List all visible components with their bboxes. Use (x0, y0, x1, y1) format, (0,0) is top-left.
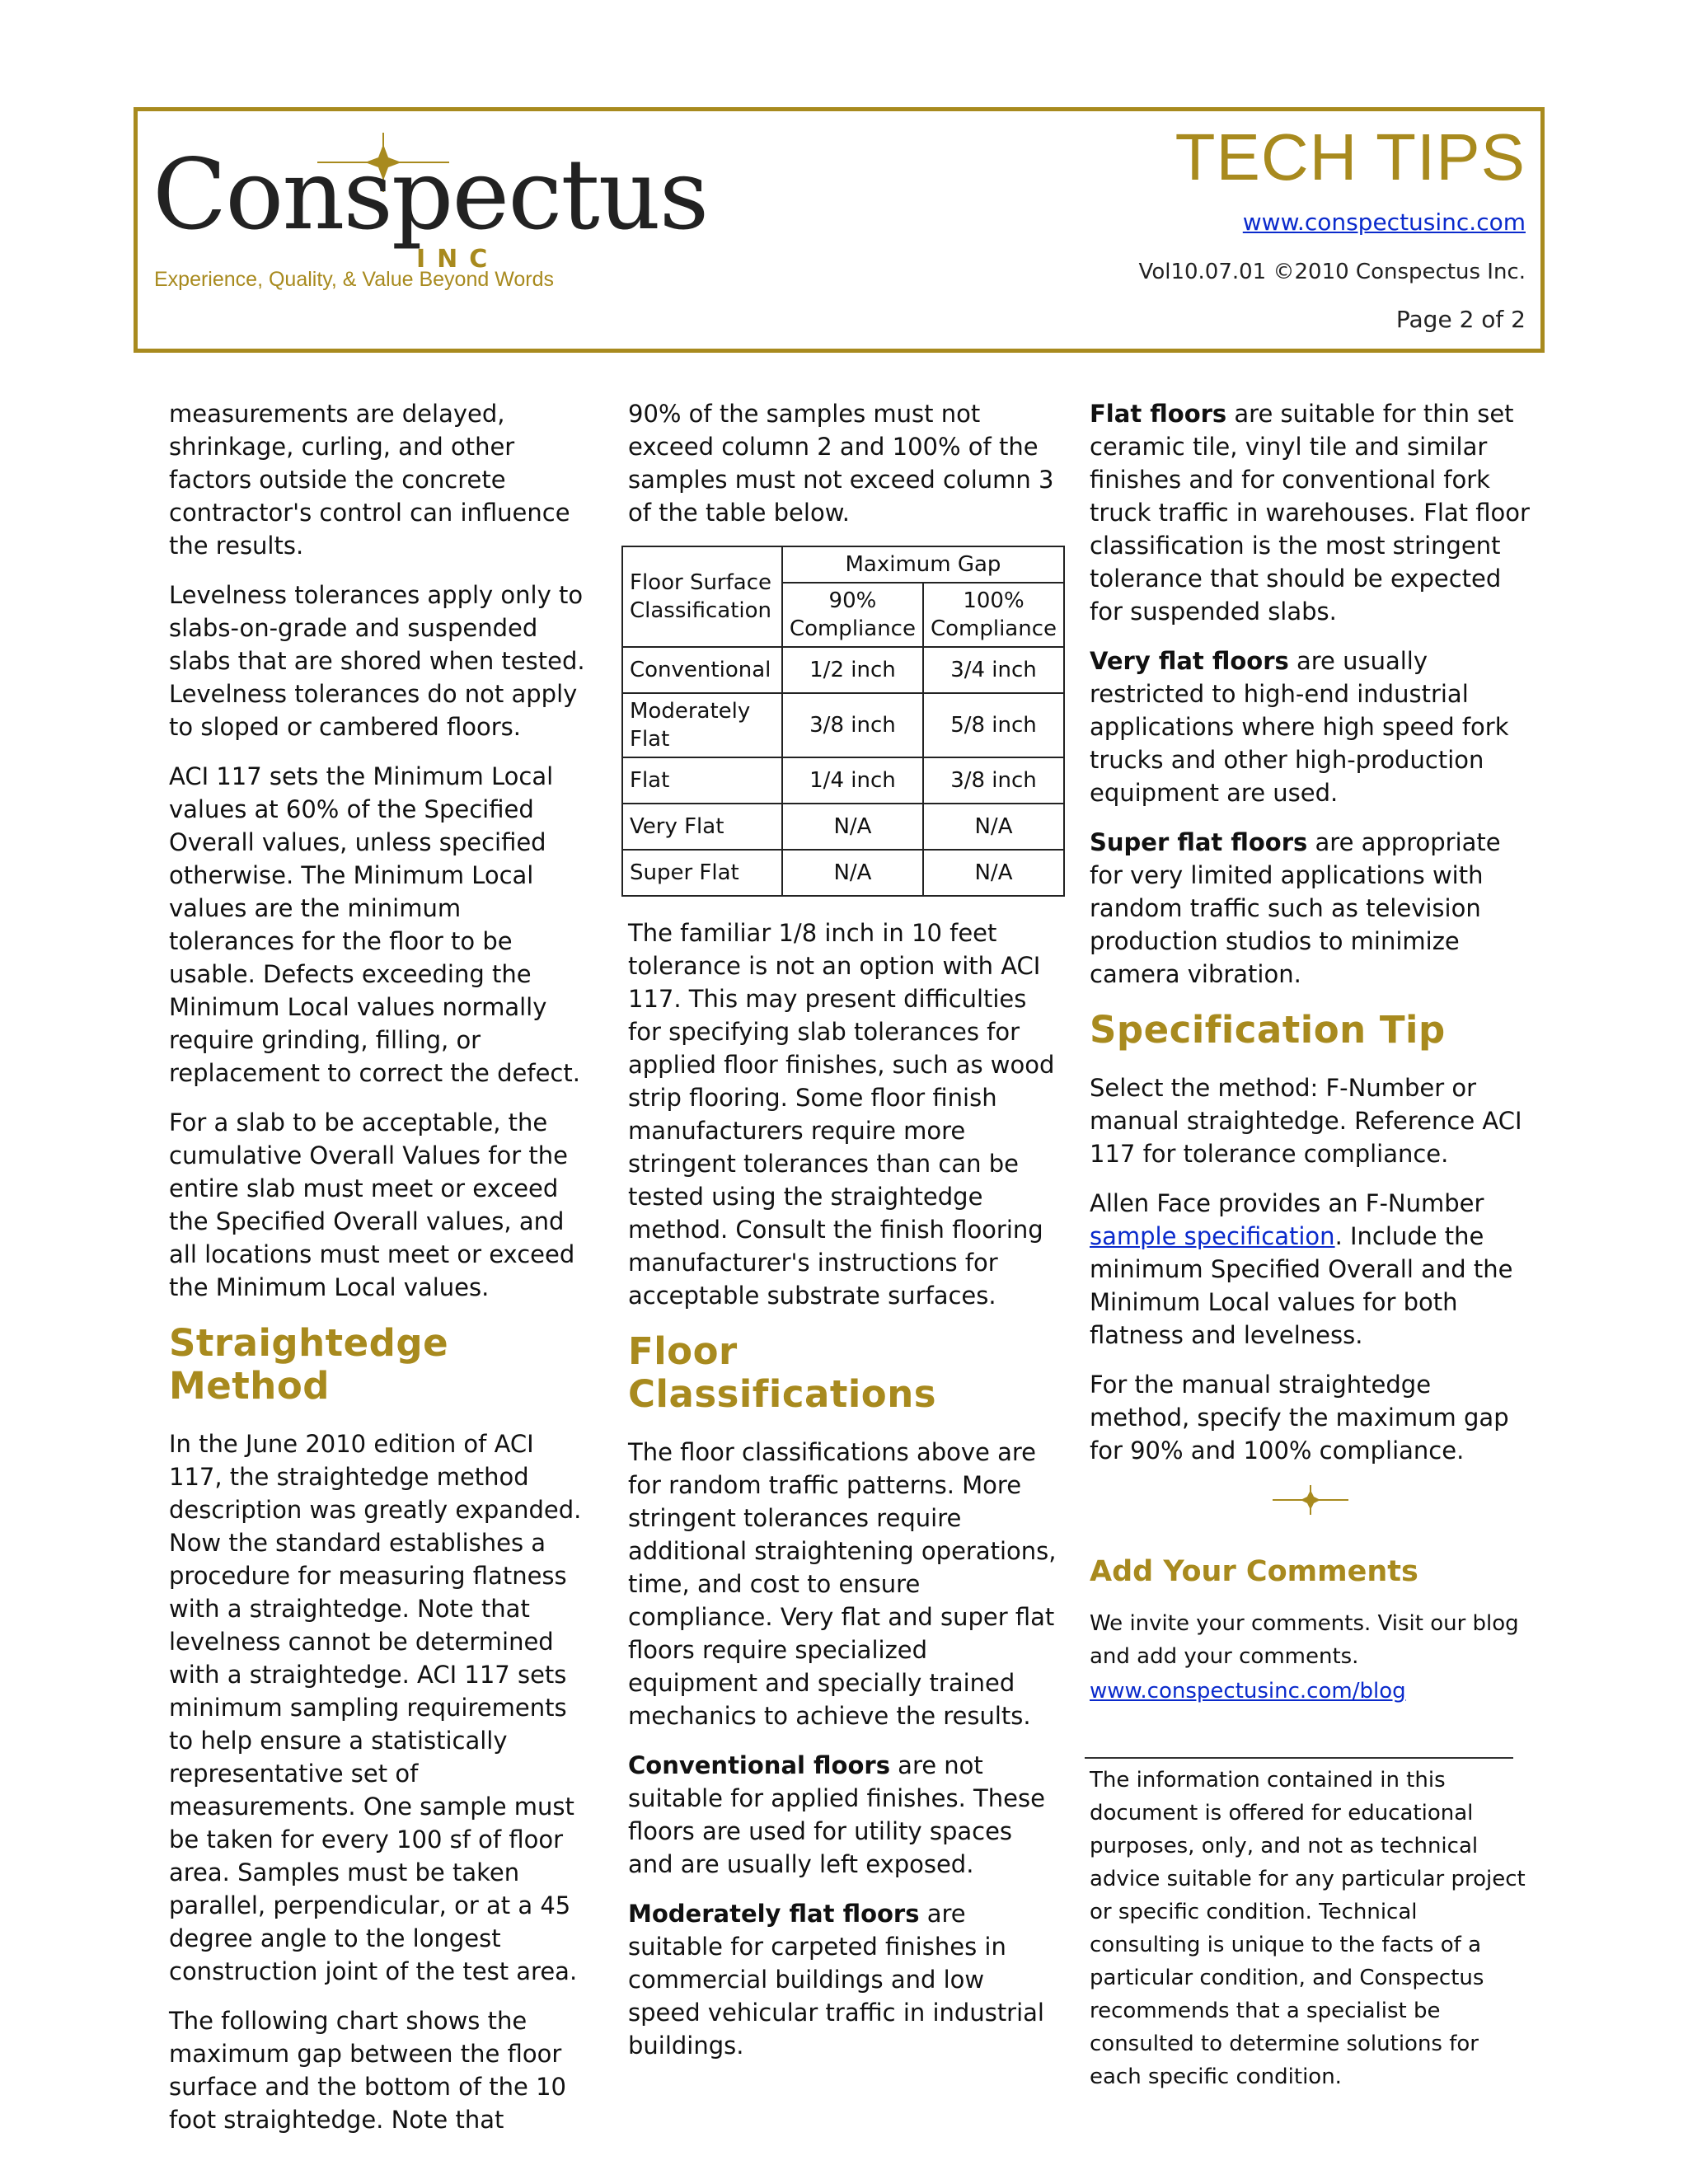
paragraph-sample-spec (1090, 1187, 1531, 1352)
term-description: are suitable for thin set ceramic tile, vinyl tile and similar finishes and for conventional fork truck traffic in warehouses. Flat floor classification is the most stringent tolerance that should be expected for suspended slabs. (1090, 400, 1530, 626)
table-header-row (622, 546, 1064, 583)
table-cell: Moderately Flat (622, 693, 782, 757)
paragraph: The following chart shows the maximum gap between the floor surface and the bottom of the 10 foot straightedge. Note that (169, 2007, 566, 2134)
table-header-cell: 100% Compliance (923, 583, 1064, 647)
table-cell: Super Flat (622, 850, 782, 896)
table-row (622, 850, 1064, 896)
paragraph: Levelness tolerances apply only to slabs-on-grade and suspended slabs that are shored when tested. Levelness tolerances do not apply to sloped or cambered floors. (169, 581, 585, 741)
paragraph-moderately-flat (628, 1897, 1057, 2062)
heading-straightedge-method: Straightedge Method (169, 1321, 449, 1408)
website-link[interactable]: www.conspectusinc.com (1242, 209, 1526, 236)
paragraph: 90% of the samples must not exceed column 2 and 100% of the samples must not exceed column 3 of the table below. (628, 400, 1054, 527)
max-gap-table-wrap (621, 546, 1057, 897)
paragraph: measurements are delayed, shrinkage, curling, and other factors outside the concrete contractor's control can influence the results. (169, 400, 570, 560)
paragraph: For the manual straightedge method, specify the maximum gap for 90% and 100% compliance. (1090, 1371, 1509, 1465)
table-cell: 3/4 inch (923, 647, 1064, 693)
logo (152, 129, 708, 278)
table-cell: N/A (923, 804, 1064, 850)
heading-add-your-comments: Add Your Comments (1090, 1555, 1418, 1588)
table-row (622, 647, 1064, 693)
column-2 (628, 397, 1057, 2079)
text: Allen Face provides an F-Number (1090, 1189, 1484, 1217)
paragraph: For a slab to be acceptable, the cumulative Overall Values for the entire slab must meet or exceed the Specified Overall values, and all locations must meet or exceed the Minimum Local values. (169, 1108, 575, 1301)
max-gap-table (621, 546, 1065, 897)
blog-link[interactable]: www.conspectusinc.com/blog (1090, 1679, 1406, 1704)
page-number: Page 2 of 2 (1395, 306, 1526, 333)
table-row (622, 757, 1064, 804)
table-cell: N/A (782, 850, 923, 896)
table-header-cell: 90% Compliance (782, 583, 923, 647)
text: . Include the minimum Specified Overall and the Minimum Local values for both flatness and levelness. (1090, 1222, 1513, 1349)
table-row (622, 804, 1064, 850)
paragraph: We invite your comments. Visit our blog and add your comments. (1090, 1611, 1519, 1669)
table-cell: 5/8 inch (923, 693, 1064, 757)
column-3 (1090, 397, 1531, 2093)
logo-inc: INC (416, 245, 499, 274)
table-cell: 1/4 inch (782, 757, 923, 804)
volume-info: Vol10.07.01 ©2010 Conspectus Inc. (1138, 260, 1526, 284)
compass-star-icon (1269, 1483, 1352, 1516)
sample-specification-link[interactable]: sample specification (1090, 1222, 1335, 1250)
table-cell: Very Flat (622, 804, 782, 850)
logo-text: Conspectus (152, 138, 708, 251)
heading-specification-tip: Specification Tip (1090, 1008, 1446, 1052)
table-cell: 3/8 inch (782, 693, 923, 757)
divider (1090, 1483, 1531, 1516)
term-moderately-flat: Moderately flat floors (628, 1900, 920, 1928)
term-description: are not suitable for applied finishes. These floors are used for utility spaces and are usually left exposed. (628, 1751, 1045, 1878)
term-very-flat: Very flat floors (1090, 647, 1289, 675)
table-cell: Flat (622, 757, 782, 804)
table-cell: Conventional (622, 647, 782, 693)
column-1 (169, 397, 593, 2153)
header-box (134, 107, 1545, 353)
table-cell: 1/2 inch (782, 647, 923, 693)
paragraph: ACI 117 sets the Minimum Local values at 60% of the Specified Overall values, unless specified otherwise. The Minimum Local values are the minimum tolerances for the floor to be usable. Defects exceeding the Minimum Local values normally require grinding, filling, or replacement to correct the defect. (169, 762, 580, 1087)
paragraph-super-flat (1090, 826, 1531, 991)
term-description: are usually restricted to high-end industrial applications where high speed fork trucks and other high-production equipment are used. (1090, 647, 1509, 807)
term-conventional: Conventional floors (628, 1751, 890, 1779)
page-title: TECH TIPS (1175, 120, 1526, 194)
term-super-flat: Super flat floors (1090, 828, 1308, 856)
paragraph-very-flat (1090, 644, 1531, 809)
table-cell: N/A (923, 850, 1064, 896)
paragraph: Select the method: F-Number or manual straightedge. Reference ACI 117 for tolerance compliance. (1090, 1074, 1522, 1168)
table-header-cell: Floor Surface Classification (622, 546, 782, 647)
paragraph: The floor classifications above are for random traffic patterns. More stringent tolerances require additional straightening operations, time, and cost to ensure compliance. Very flat and super flat floors require specialized equipment and specially trained mechanics to achieve the results. (628, 1438, 1057, 1730)
paragraph-flat (1090, 397, 1531, 628)
heading-floor-classifications: Floor Classifications (628, 1329, 937, 1416)
term-description: are suitable for carpeted finishes in commercial buildings and low speed vehicular traffic in industrial buildings. (628, 1900, 1044, 2060)
term-description: are appropriate for very limited applications with random traffic such as television production studios to minimize camera vibration. (1090, 828, 1501, 988)
disclaimer: The information contained in this document is offered for educational purposes, only, and not as technical advice suitable for any particular project or specific condition. Technical consulting is unique to the facts of a particular condition, and Conspectus recommends that a specialist be consulted to determine solutions for each specific condition. (1090, 1768, 1526, 2089)
table-cell: N/A (782, 804, 923, 850)
tagline: Experience, Quality, & Value Beyond Words (154, 268, 554, 291)
term-flat: Flat floors (1090, 400, 1227, 428)
table-cell: 3/8 inch (923, 757, 1064, 804)
paragraph: The familiar 1/8 inch in 10 feet tolerance is not an option with ACI 117. This may present difficulties for specifying slab tolerances for applied floor finishes, such as wood strip flooring. Some floor finish manufacturers require more stringent tolerances than can be tested using the straightedge method. Consult the finish flooring manufacturer's instructions for acceptable substrate surfaces. (628, 919, 1055, 1310)
table-row (622, 693, 1064, 757)
divider-line (1085, 1757, 1513, 1759)
paragraph-conventional (628, 1749, 1057, 1881)
paragraph: In the June 2010 edition of ACI 117, the straightedge method description was greatly expanded. Now the standard establishes a procedure for measuring flatness with a straightedge. Note that levelness cannot be determined with a straightedge. ACI 117 sets minimum sampling requirements to help ensure a statistically representative set of measurements. One sample must be taken for every 100 sf of floor area. Samples must be taken parallel, perpendicular, or at a 45 degree angle to the longest construction joint of the test area. (169, 1430, 582, 1985)
table-header-cell: Maximum Gap (782, 546, 1064, 583)
